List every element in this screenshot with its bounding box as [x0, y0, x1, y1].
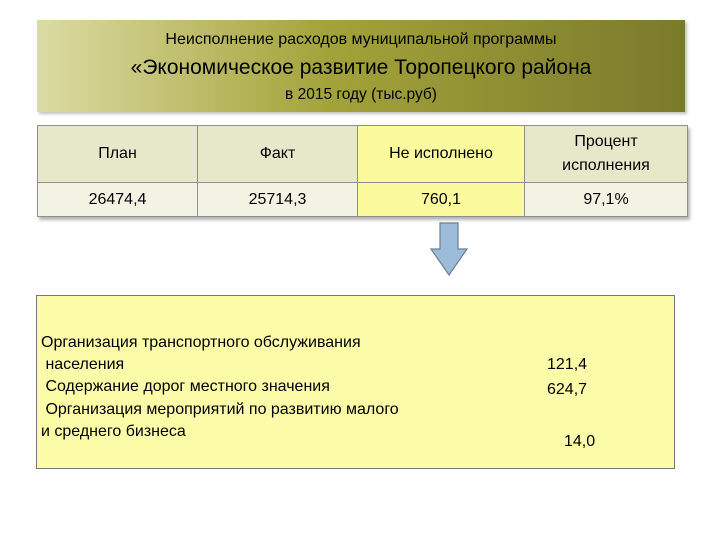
- summary-values-row: [38, 183, 688, 217]
- detail-item-3-label-line-2: и среднего бизнеса: [41, 423, 186, 440]
- value-not-executed: 760,1: [358, 183, 525, 217]
- title-line-2: «Экономическое развитие Торопецкого района: [130, 56, 592, 79]
- title-banner: [37, 20, 685, 112]
- details-box: [36, 295, 675, 469]
- detail-item-3-value: 14,0: [564, 433, 596, 450]
- header-fact: Факт: [198, 126, 358, 183]
- value-plan: 26474,4: [38, 183, 198, 217]
- value-fact: 25714,3: [198, 183, 358, 217]
- detail-item-2-label: Содержание дорог местного значения: [41, 378, 330, 395]
- detail-item-3-label-line-1: Организация мероприятий по развитию малого: [41, 401, 399, 418]
- detail-item-1-label-line-2: населения: [41, 356, 125, 373]
- header-percent-line-1: Процент: [574, 133, 638, 150]
- summary-table: [37, 125, 688, 217]
- value-percent: 97,1%: [525, 183, 688, 217]
- title-line-1: Неисполнение расходов муниципальной программы: [165, 31, 557, 48]
- detail-item-2-value: 624,7: [547, 381, 588, 398]
- header-not-executed: Не исполнено: [358, 126, 525, 183]
- title-line-3: в 2015 году (тыс.руб): [285, 86, 437, 103]
- header-percent-line-2: исполнения: [562, 157, 650, 174]
- detail-item-1-value: 121,4: [547, 356, 588, 373]
- down-arrow-icon: [430, 222, 468, 276]
- header-percent: [525, 126, 688, 183]
- header-plan: План: [38, 126, 198, 183]
- detail-item-1-label-line-1: Организация транспортного обслуживания: [41, 334, 361, 351]
- summary-header-row: [38, 126, 688, 183]
